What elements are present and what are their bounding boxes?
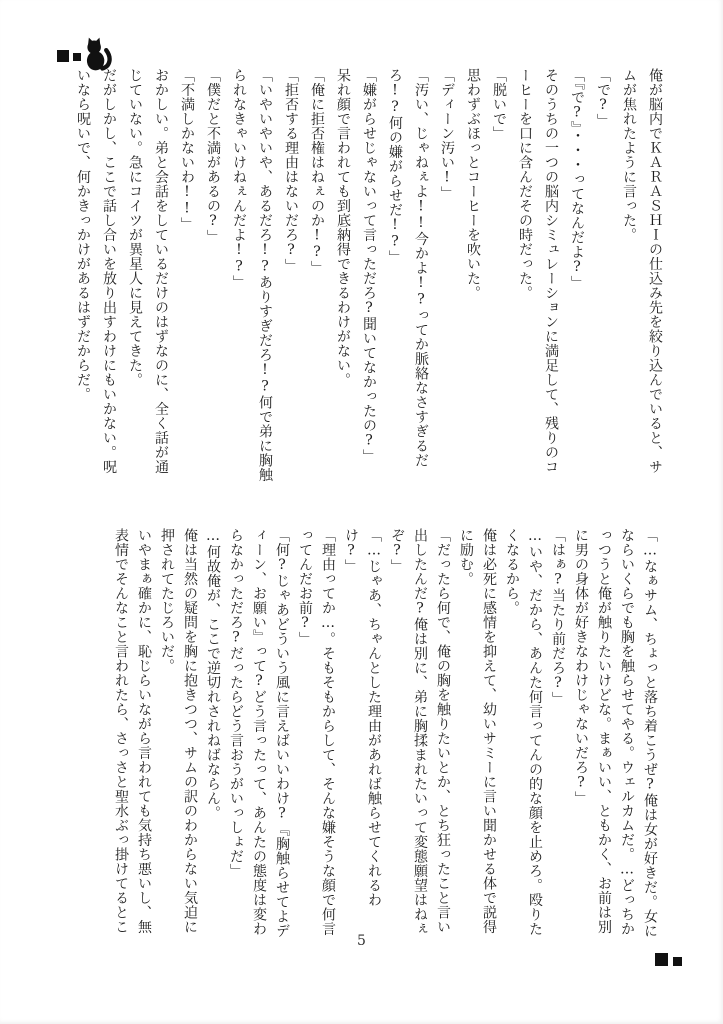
text-line: ムが焦れたように言った。: [621, 68, 637, 242]
square-ornament-small: [673, 957, 682, 966]
text-line: 「だったら何で、俺の胸を触りたいとか、とち狂ったこと言い: [435, 528, 451, 934]
text-line: 呆れ顔で言われても到底納得できるわけがない。: [335, 68, 351, 387]
text-line: らなかっただろ?だったらどう言おうがいっしょだ」: [228, 528, 244, 878]
text-line: だがしかし、ここで話し合いを放り出すわけにもいかない。呪: [101, 68, 117, 474]
text-line: け?」: [343, 528, 359, 574]
text-line: 「理由ってか…。そもそもからして、そんな嫌そうな顔で何言: [320, 528, 336, 936]
text-line: いやまぁ確かに、恥じらいながら言われても気持ち悪いし、無: [136, 528, 152, 934]
text-line: 「僕だと不満があるの?」: [205, 68, 221, 244]
text-line: られなきゃいけねぇんだよ!?」: [231, 68, 247, 290]
lower-text-section: [109, 528, 661, 954]
text-line: 「拒否する理由はないだろ?」: [283, 68, 299, 273]
text-line: 俺は必死に感情を抑えて、幼いサミーに言い聞かせる体で説得: [481, 528, 497, 934]
text-line: に男の身体が好きなわけじゃないだろ?」: [573, 528, 589, 806]
text-line: おかしい。弟と会話をしているだけのはずなのに、全く話が通: [153, 68, 169, 474]
text-line: 押されてたじろいだ。: [159, 528, 175, 673]
text-line: 出したんだ?俺は別に、弟に胸揉まれたいって変態願望はねぇ: [412, 528, 428, 936]
text-line: ろ!?何の嫌がらせだ!?」: [387, 68, 403, 265]
text-line: …何故俺が、ここで逆切れされねばならん。: [205, 528, 221, 820]
text-line: ぞ?」: [389, 528, 405, 574]
square-ornament-small: [73, 53, 81, 61]
text-line: 「で?」: [595, 68, 611, 128]
text-line: 「いやいやいや、あるだろ!?ありすぎだろ!?何で弟に胸触: [257, 68, 273, 482]
text-line: 「『で?』・・・ってなんだよ?」: [569, 68, 585, 290]
text-line: 俺が脳内でＫＡＲＡＳＨＩの仕込み先を絞り込んでいると、サ: [647, 68, 663, 474]
text-line: 「はぁ?当たり前だろ?」: [550, 528, 566, 706]
text-line: じていない。急にコイツが異星人に見えてきた。: [127, 68, 143, 387]
square-ornament-large: [57, 50, 69, 62]
cat-silhouette-icon: [85, 37, 112, 71]
text-line: 「…なぁサム、ちょっと落ち着こうぜ?俺は女が好きだ。女に: [642, 528, 658, 938]
text-line: 「ディーン汚い!」: [439, 68, 455, 201]
text-line: ィーン、お願い』って?どう言ったって、あんたの態度は変わ: [251, 528, 267, 936]
page-number: 5: [357, 933, 366, 949]
text-line: ならいくらでも胸を触らせてやる。ウェルカムだ。…どっちか: [619, 528, 635, 936]
text-line: 「何?じゃあどういう風に言えばいいわけ?『胸触らせてよデ: [274, 528, 290, 938]
text-line: そのうちの一つの脳内シミュレーションに満足して、残りのコ: [543, 68, 559, 474]
text-line: に励む。: [458, 528, 474, 586]
text-line: 「嫌がらせじゃないって言っただろ?聞いてなかったの?」: [361, 68, 377, 464]
text-line: っつうと俺が触りたいけどな。まぁいい、ともかく、お前は別: [596, 528, 612, 934]
text-line: 「不満しかないわ!!」: [179, 68, 195, 232]
text-line: ってんだお前?」: [297, 528, 313, 646]
upper-text-section: [70, 68, 668, 484]
square-ornament-large: [655, 953, 668, 966]
text-line: 「俺に拒否権はねぇのか!?」: [309, 68, 325, 275]
text-line: 「脱いで」: [491, 68, 507, 141]
text-line: ーヒーを口に含んだその時だった。: [517, 68, 533, 300]
text-line: 表情でそんなこと言われたら、さっさと聖水ぶっ掛けてるとこ: [113, 528, 129, 934]
text-line: 「…じゃあ、ちゃんとした理由があれば触らせてくれるわ: [366, 528, 382, 907]
text-line: 思わずぶほっとコーヒーを吹いた。: [465, 68, 481, 300]
text-line: くなるから。: [504, 528, 520, 615]
text-line: いなら呪いで、何かきっかけがあるはずだからだ。: [75, 68, 91, 402]
text-line: …いや、だから、あんた何言ってんの的な顔を止めろ。殴りた: [527, 528, 543, 936]
text-line: 「汚い、じゃねぇよ!!今かよ!?ってか脈絡なさすぎるだ: [413, 68, 429, 468]
text-line: 俺は当然の疑問を胸に抱きつつ、サムの訳のわからない気迫に: [182, 528, 198, 934]
